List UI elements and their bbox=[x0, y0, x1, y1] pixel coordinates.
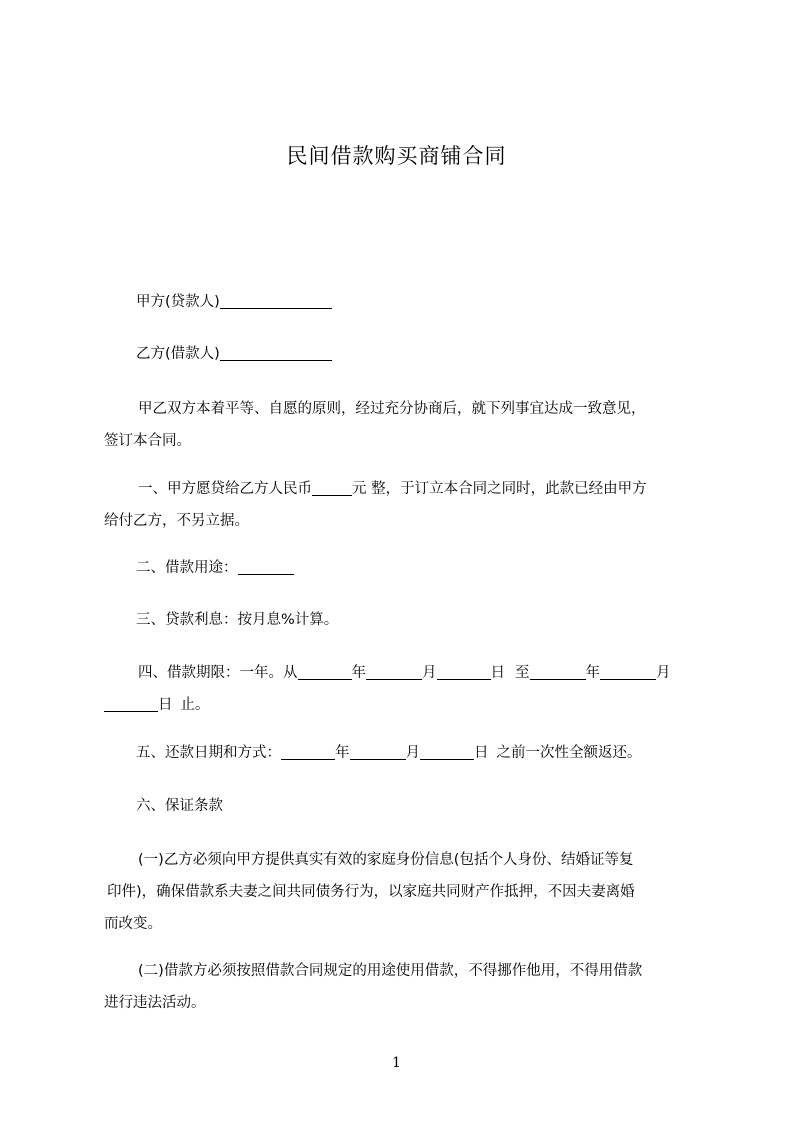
borrower-line bbox=[104, 338, 700, 370]
clause-1-line-1 bbox=[104, 473, 700, 505]
borrower-label: 乙方(借款人) bbox=[136, 346, 220, 362]
start-year-blank[interactable] bbox=[298, 663, 352, 680]
lender-label: 甲方(贷款人) bbox=[136, 294, 220, 310]
end-day-blank[interactable] bbox=[104, 695, 158, 712]
clause-4 bbox=[104, 657, 700, 721]
purpose-blank[interactable] bbox=[238, 558, 294, 575]
clause-4-line-1 bbox=[104, 657, 700, 689]
lender-line bbox=[104, 286, 700, 318]
clause-6-item-1-line-2: 印件)，确保借款系夫妻之间共同债务行为，以家庭共同财产作抵押，不因夫妻离婚 bbox=[107, 884, 635, 900]
clause-5-suffix: 之前一次性全额返还。 bbox=[496, 745, 642, 761]
end-month-label: 月 bbox=[656, 665, 671, 681]
repay-year-blank[interactable] bbox=[281, 743, 335, 760]
repay-day-label: 日 bbox=[474, 745, 489, 761]
clause-1-line-2: 给付乙方，不另立据。 bbox=[104, 513, 249, 529]
page-title: 民间借款购买商铺合同 bbox=[286, 144, 507, 168]
start-day-label: 日 bbox=[490, 665, 505, 681]
clause-1 bbox=[104, 473, 700, 537]
clause-2 bbox=[104, 552, 700, 584]
clause-6-item-2-line-1: (二)借款方必须按照借款合同规定的用途使用借款，不得挪作他用，不得用借款 bbox=[138, 963, 643, 979]
clause-5 bbox=[104, 737, 700, 769]
end-year-blank[interactable] bbox=[530, 663, 586, 680]
clause-3-text: 三、贷款利息：按月息%计算。 bbox=[136, 612, 339, 628]
repay-year-label: 年 bbox=[335, 745, 350, 761]
intro-paragraph bbox=[104, 393, 700, 457]
clause-5-prefix: 五、还款日期和方式： bbox=[136, 745, 281, 761]
borrower-name-blank[interactable] bbox=[220, 344, 332, 361]
repay-day-blank[interactable] bbox=[420, 743, 474, 760]
clause-6-item-2 bbox=[104, 955, 700, 1019]
to-label: 至 bbox=[515, 665, 530, 681]
clause-6-heading-text: 六、保证条款 bbox=[136, 798, 223, 814]
amount-blank[interactable] bbox=[312, 479, 352, 496]
clause-4-prefix: 四、借款期限：一年。从 bbox=[138, 665, 298, 681]
clause-6-item-2-line-2: 进行违法活动。 bbox=[104, 995, 206, 1011]
clause-2-label: 二、借款用途： bbox=[136, 560, 238, 576]
start-year-label: 年 bbox=[351, 665, 366, 681]
repay-month-blank[interactable] bbox=[350, 743, 406, 760]
start-day-blank[interactable] bbox=[437, 663, 491, 680]
intro-line-2: 签订本合同。 bbox=[104, 433, 191, 449]
repay-month-label: 月 bbox=[405, 745, 420, 761]
page-number: 1 bbox=[392, 1055, 401, 1071]
lender-name-blank[interactable] bbox=[220, 292, 332, 309]
end-day-label: 日 bbox=[158, 697, 173, 713]
clause-6-item-1 bbox=[104, 844, 700, 940]
clause-4-line-2 bbox=[104, 689, 700, 721]
clause-1-text-a: 一、甲方愿贷给乙方人民币 bbox=[138, 481, 312, 497]
clause-6-heading bbox=[104, 790, 700, 822]
end-year-label: 年 bbox=[585, 665, 600, 681]
end-month-blank[interactable] bbox=[600, 663, 656, 680]
clause-3 bbox=[104, 604, 700, 636]
clause-1-text-b: 元 整，于订立本合同之同时，此款已经由甲方 bbox=[352, 481, 647, 497]
intro-line-1: 甲乙双方本着平等、自愿的原则，经过充分协商后，就下列事宜达成一致意见， bbox=[138, 401, 646, 417]
start-month-label: 月 bbox=[422, 665, 437, 681]
clause-4-end: 止。 bbox=[180, 697, 210, 713]
clause-6-item-1-line-1: (一)乙方必须向甲方提供真实有效的家庭身份信息(包括个人身份、结婚证等复 bbox=[138, 852, 634, 868]
start-month-blank[interactable] bbox=[366, 663, 422, 680]
clause-6-item-1-line-3: 而改变。 bbox=[104, 916, 162, 932]
